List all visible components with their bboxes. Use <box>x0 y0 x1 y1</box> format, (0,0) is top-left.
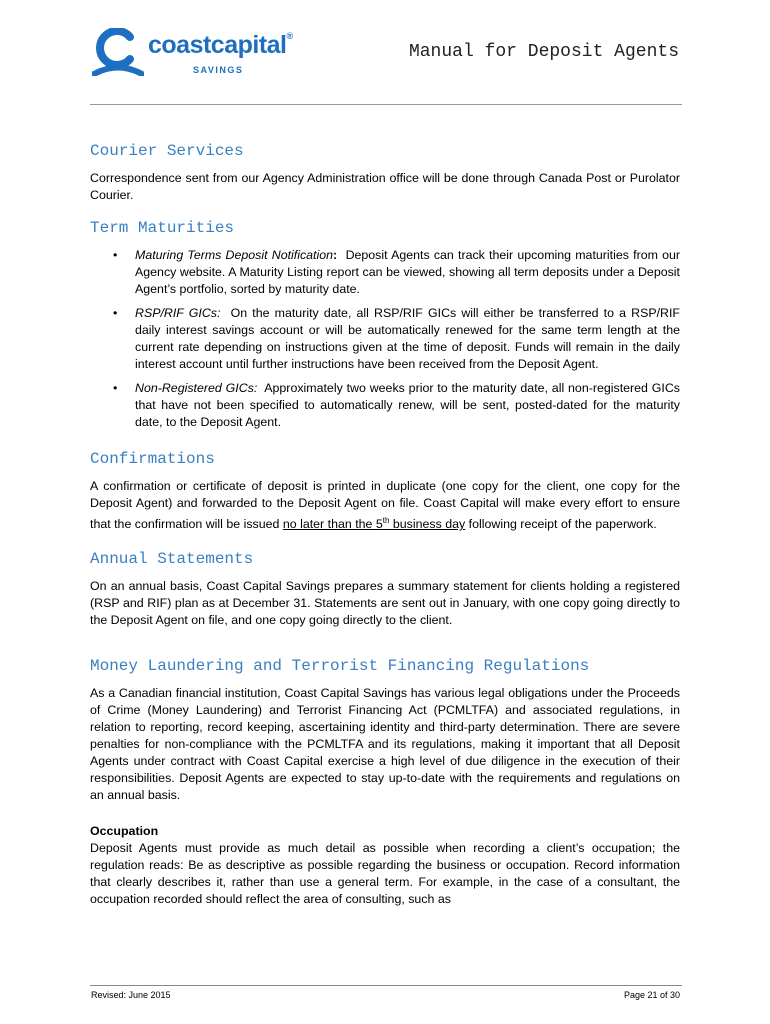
annual-statements-heading: Annual Statements <box>90 550 254 569</box>
courier-services-text: Correspondence sent from our Agency Administration office will be done through Canada Post or Purolator Courier. <box>90 171 680 202</box>
document-body <box>90 140 680 908</box>
list-item <box>135 305 680 373</box>
page-number: Page 21 of 30 <box>623 990 680 1000</box>
courier-services-section <box>90 140 680 204</box>
rsp-rif-title: RSP/RIF GICs: <box>135 306 221 320</box>
footer-divider <box>90 985 682 986</box>
money-laundering-heading: Money Laundering and Terrorist Financing Regulations <box>90 657 590 676</box>
logo-wordmark: coastcapital® <box>148 31 293 59</box>
list-item <box>135 247 680 298</box>
logo-subtitle: SAVINGS <box>193 65 244 75</box>
annual-statements-section <box>90 548 680 629</box>
occupation-text: Deposit Agents must provide as much detail as possible when recording a client’s occupation; the regulation reads: Be as descriptive as possible regarding the business or occupation. Record information that clearly describes it, rather than use a general term. For example, in the case of a consultant, the occupation recorded should reflect the area of consulting, such as <box>90 841 680 907</box>
revised-date: Revised: June 2015 <box>91 990 171 1000</box>
money-laundering-text: As a Canadian financial institution, Coast Capital Savings has various legal obligations under the Proceeds of Crime (Money Laundering) and Terrorist Financing Act (PCMLTFA) and associated regulations, in relation to reporting, record keeping, ascertaining identity and third-party determination. There are severe penalties for non-compliance with the PCMLTFA and its regulations, making it important that all Deposit Agents under contract with Coast Capital exercise a high level of due diligence in the execution of their responsibilities. Deposit Agents are expected to stay up-to-date with the requirements and regulations on an annual basis. <box>90 686 680 803</box>
maturing-terms-title: Maturing Terms Deposit Notification <box>135 248 334 262</box>
annual-statements-text: On an annual basis, Coast Capital Savings prepares a summary statement for clients holding a registered (RSP and RIF) plan as at December 31. Statements are sent out in January, with one copy going directly to the Deposit Agent on file, and one copy going directly to the client. <box>90 579 680 628</box>
non-registered-title: Non-Registered GICs: <box>135 381 258 395</box>
money-laundering-section <box>90 655 680 804</box>
term-maturities-heading: Term Maturities <box>90 219 235 237</box>
non-registered-text: Approximately two weeks prior to the maturity date, all non-registered GICs that have not been specified to automatically renew, will be sent, posted-dated for the maturity date, to the Deposit Agent. <box>135 381 680 429</box>
confirmations-section <box>90 448 680 533</box>
title-colon: : <box>333 248 338 262</box>
term-maturities-list <box>90 247 680 431</box>
business-day-deadline: no later than the 5th business day <box>282 516 466 532</box>
confirmations-heading: Confirmations <box>90 450 215 468</box>
occupation-heading: Occupation <box>90 824 159 839</box>
list-item <box>135 380 680 431</box>
courier-services-heading: Courier Services <box>90 142 244 160</box>
confirmations-text: A confirmation or certificate of deposit is printed in duplicate (one copy for the client, one copy for the Deposit Agent) and forwarded to the Deposit Agent on file. Coast Capital will make every effort to ensure that the confirmation will be issued no later than the 5th business day following receipt of the paperwork. <box>90 479 680 532</box>
rsp-rif-text: On the maturity date, all RSP/RIF GICs will either be transferred to a RSP/RIF daily interest savings account or will be automatically renewed for the same term length at the current rate depending on instructions given at the time of deposit. Funds will remain in the daily interest account until further instructions have been received from the Deposit Agent. <box>135 306 680 371</box>
header-divider <box>90 104 682 105</box>
manual-title: Manual for Deposit Agents <box>408 42 679 62</box>
maturing-terms-text: Deposit Agents can track their upcoming maturities from our Agency website. A Maturity Listing report can be viewed, showing all term deposits under a Deposit Agent’s portfolio, sorted by maturity date. <box>135 248 681 296</box>
coast-capital-logo <box>92 28 292 78</box>
registered-mark: ® <box>286 31 293 41</box>
occupation-section <box>90 823 680 908</box>
term-maturities-section <box>90 217 680 431</box>
coast-capital-logo-icon <box>92 28 144 76</box>
